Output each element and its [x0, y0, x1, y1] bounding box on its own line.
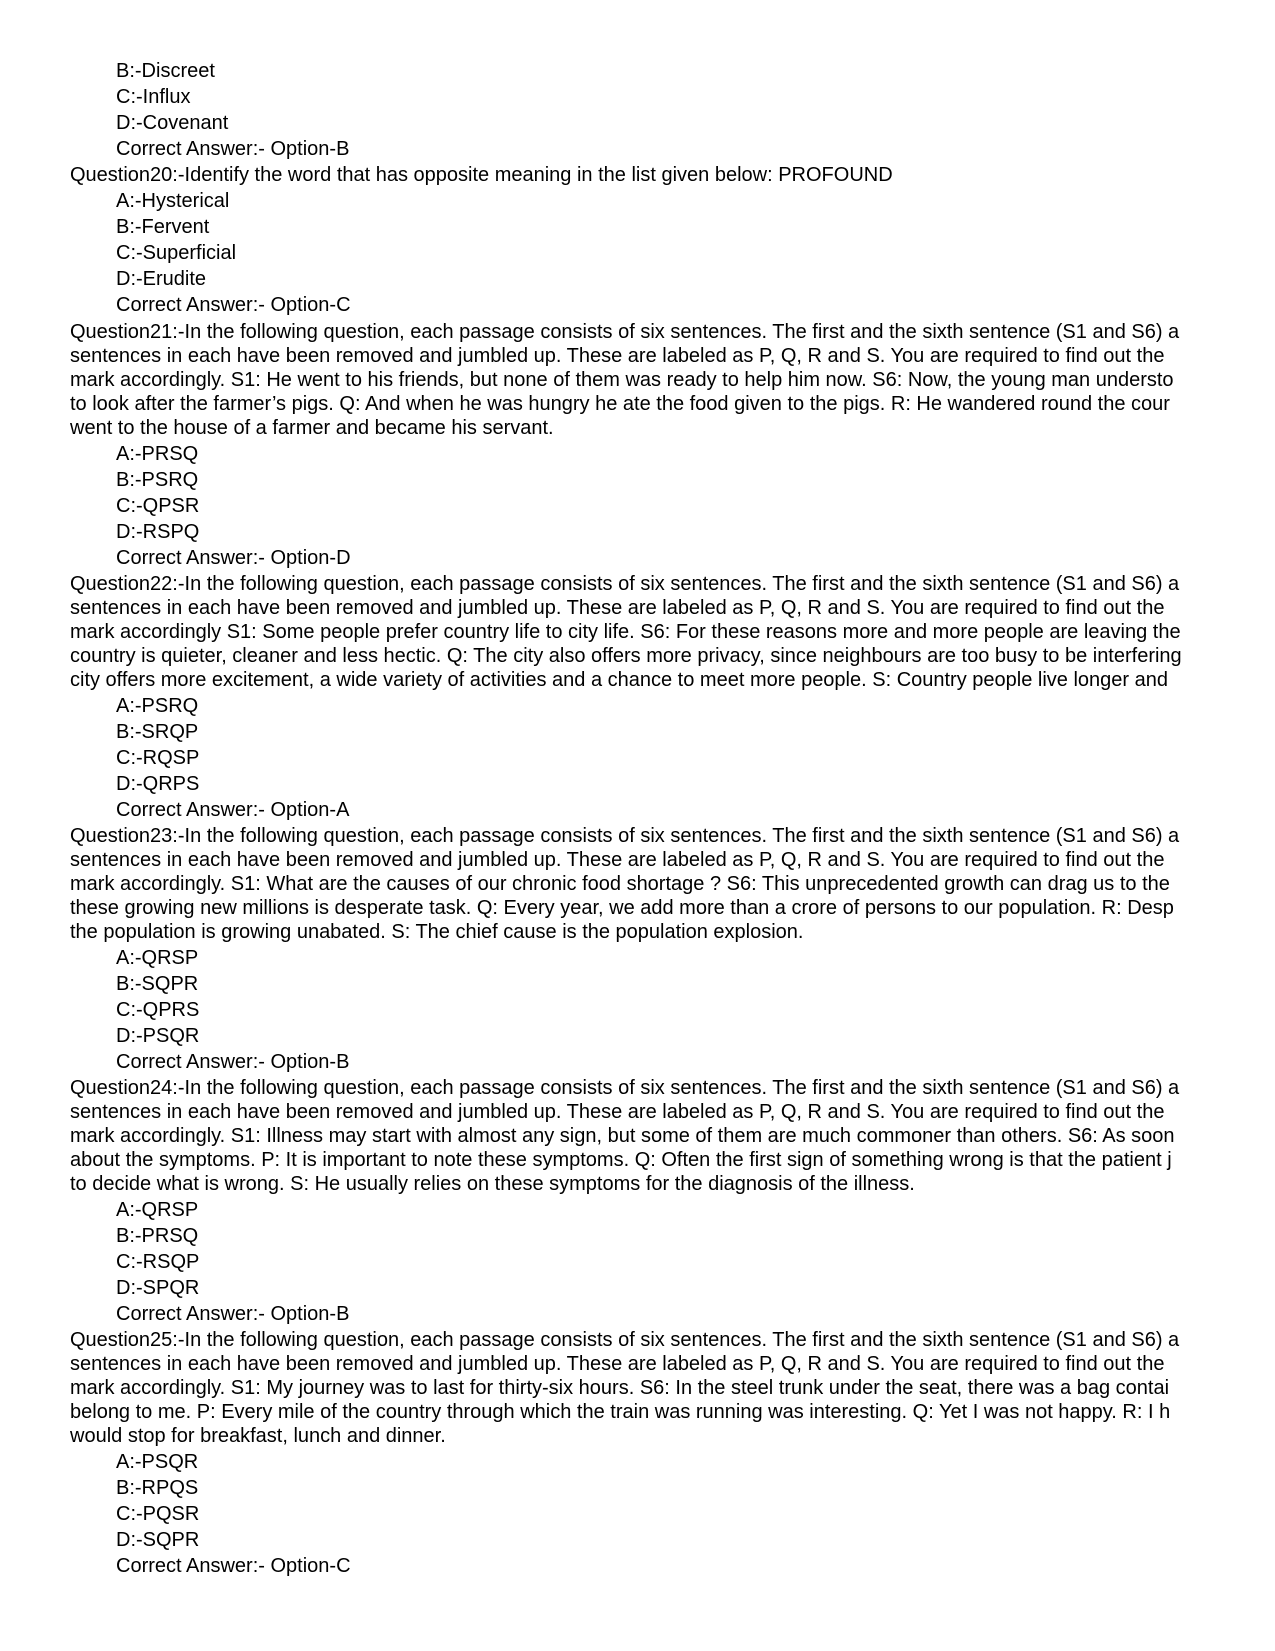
option-line: B:-SQPR — [116, 973, 199, 995]
option-line: D:-SQPR — [116, 1529, 200, 1551]
question-line: to decide what is wrong. S: He usually relies on these symptoms for the diagnosis of the illness. — [70, 1173, 915, 1195]
correct-answer-line: Correct Answer:- Option-C — [116, 1555, 351, 1577]
option-line: C:-PQSR — [116, 1503, 200, 1525]
option-line: B:-PSRQ — [116, 469, 199, 491]
correct-answer-line: Correct Answer:- Option-A — [116, 799, 350, 821]
question-line: Question25:-In the following question, each passage consists of six sentences. The first and the sixth sentence (S1 and S6) a — [70, 1329, 1180, 1351]
option-line: B:-Fervent — [116, 216, 210, 238]
option-line: A:-QRSP — [116, 947, 199, 969]
option-line: D:-Covenant — [116, 112, 229, 134]
question-line: mark accordingly. S1: He went to his friends, but none of them was ready to help him now. S6: Now, the young man understo — [70, 369, 1174, 391]
correct-answer-line: Correct Answer:- Option-B — [116, 138, 350, 160]
option-line: C:-Superficial — [116, 242, 237, 264]
correct-answer-line: Correct Answer:- Option-B — [116, 1303, 350, 1325]
option-line: A:-Hysterical — [116, 190, 230, 212]
option-line: D:-PSQR — [116, 1025, 200, 1047]
option-line: A:-QRSP — [116, 1199, 199, 1221]
option-line: C:-QPRS — [116, 999, 200, 1021]
question-line: mark accordingly. S1: What are the causes of our chronic food shortage ? S6: This unprecedented growth can drag us to the — [70, 873, 1170, 895]
question-line: sentences in each have been removed and jumbled up. These are labeled as P, Q, R and S. You are required to find out the — [70, 1353, 1165, 1375]
option-line: A:-PRSQ — [116, 443, 199, 465]
question-line: about the symptoms. P: It is important to note these symptoms. Q: Often the first sign of something wrong is that the patient j — [70, 1149, 1172, 1171]
question-line: mark accordingly S1: Some people prefer country life to city life. S6: For these reasons more and more people are leaving the — [70, 621, 1181, 643]
question-line: Question20:-Identify the word that has opposite meaning in the list given below: PROFOUND — [70, 164, 893, 186]
option-line: A:-PSQR — [116, 1451, 199, 1473]
question-line: city offers more excitement, a wide variety of activities and a chance to meet more people. S: Country people live longer and — [70, 669, 1168, 691]
question-line: Question23:-In the following question, each passage consists of six sentences. The first and the sixth sentence (S1 and S6) a — [70, 825, 1180, 847]
option-line: D:-RSPQ — [116, 521, 200, 543]
option-line: D:-SPQR — [116, 1277, 200, 1299]
question-line: belong to me. P: Every mile of the country through which the train was running was interesting. Q: Yet I was not happy. R: I h — [70, 1401, 1171, 1423]
correct-answer-line: Correct Answer:- Option-D — [116, 547, 351, 569]
question-line: Question21:-In the following question, each passage consists of six sentences. The first and the sixth sentence (S1 and S6) a — [70, 321, 1180, 343]
question-line: these growing new millions is desperate task. Q: Every year, we add more than a crore of persons to our population. R: Desp — [70, 897, 1174, 919]
question-line: sentences in each have been removed and jumbled up. These are labeled as P, Q, R and S. You are required to find out the — [70, 345, 1165, 367]
question-line: country is quieter, cleaner and less hectic. Q: The city also offers more privacy, since neighbours are too busy to be interfering — [70, 645, 1182, 667]
option-line: C:-QPSR — [116, 495, 200, 517]
question-line: to look after the farmer’s pigs. Q: And when he was hungry he ate the food given to the pigs. R: He wandered round the cour — [70, 393, 1170, 415]
question-line: Question24:-In the following question, each passage consists of six sentences. The first and the sixth sentence (S1 and S6) a — [70, 1077, 1180, 1099]
option-line: B:-SRQP — [116, 721, 199, 743]
option-line: A:-PSRQ — [116, 695, 199, 717]
question-line: mark accordingly. S1: Illness may start with almost any sign, but some of them are much commoner than others. S6: As soon — [70, 1125, 1175, 1147]
question-line: went to the house of a farmer and became his servant. — [70, 417, 554, 439]
question-line: would stop for breakfast, lunch and dinner. — [70, 1425, 446, 1447]
question-line: mark accordingly. S1: My journey was to last for thirty-six hours. S6: In the steel trunk under the seat, there was a bag contai — [70, 1377, 1170, 1399]
option-line: C:-RSQP — [116, 1251, 200, 1273]
question-line: sentences in each have been removed and jumbled up. These are labeled as P, Q, R and S. You are required to find out the — [70, 1101, 1165, 1123]
option-line: D:-QRPS — [116, 773, 200, 795]
question-line: Question22:-In the following question, each passage consists of six sentences. The first and the sixth sentence (S1 and S6) a — [70, 573, 1180, 595]
option-line: B:-PRSQ — [116, 1225, 199, 1247]
option-line: C:-RQSP — [116, 747, 200, 769]
question-line: the population is growing unabated. S: The chief cause is the population explosion. — [70, 921, 804, 943]
correct-answer-line: Correct Answer:- Option-C — [116, 294, 351, 316]
option-line: B:-RPQS — [116, 1477, 199, 1499]
option-line: D:-Erudite — [116, 268, 207, 290]
option-line: B:-Discreet — [116, 60, 215, 82]
question-line: sentences in each have been removed and jumbled up. These are labeled as P, Q, R and S. You are required to find out the — [70, 849, 1165, 871]
option-line: C:-Influx — [116, 86, 191, 108]
correct-answer-line: Correct Answer:- Option-B — [116, 1051, 350, 1073]
question-line: sentences in each have been removed and jumbled up. These are labeled as P, Q, R and S. You are required to find out the — [70, 597, 1165, 619]
